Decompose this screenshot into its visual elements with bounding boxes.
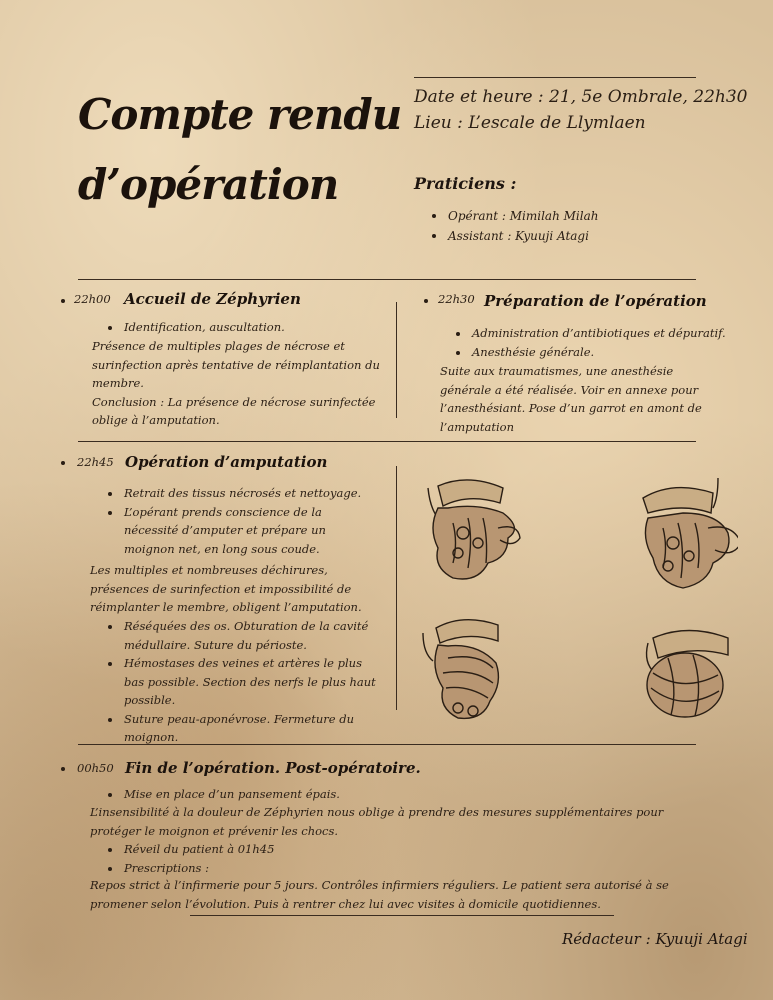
amputation-items-2 <box>124 617 379 747</box>
preparation-item: Administration d’antibiotiques et dépuratif. <box>472 324 732 343</box>
accueil-text <box>92 337 382 430</box>
fin-item: Réveil du patient à 01h45 <box>124 840 524 859</box>
header-top-rule <box>414 77 696 78</box>
page-title <box>78 80 401 220</box>
time-fin: 00h50 <box>77 761 114 775</box>
amputation-item: L’opérant prends conscience de la nécessité d’amputer et prépare un moignon net, en long sous coude. <box>124 503 379 559</box>
date-heure: Date et heure : 21, 5e Ombrale, 22h30 <box>414 87 748 107</box>
praticien-assistant: Assistant : Kyuuji Atagi <box>448 226 598 246</box>
accueil-para-2: Conclusion : La présence de nécrose surinfectée oblige à l’amputation. <box>92 394 376 427</box>
accueil-item: Identification, auscultation. <box>124 318 384 337</box>
time-accueil: 22h00 <box>74 292 111 306</box>
title-line-2: d’opération <box>78 160 339 209</box>
accueil-items <box>124 318 384 337</box>
stump-illustration-1 <box>428 480 520 579</box>
preparation-items <box>472 324 732 361</box>
section-bullet <box>61 767 65 771</box>
praticiens-label: Praticiens : <box>414 174 517 193</box>
fin-text-2: Repos strict à l’infirmerie pour 5 jours. Contrôles infirmiers réguliers. Le patient sera autorisé à se promener selon l’évolution. Puis à rentrer chez lui avec visites à domicile quotidiennes. <box>90 878 669 911</box>
heading-amputation: Opération d’amputation <box>125 453 328 471</box>
vertical-divider-1 <box>396 302 397 418</box>
heading-accueil: Accueil de Zéphyrien <box>124 290 301 308</box>
divider-4 <box>190 915 614 916</box>
section-bullet <box>424 299 428 303</box>
preparation-text: Suite aux traumatismes, une anesthésie générale a été réalisée. Voir en annexe pour l’anesthésiant. Pose d’un garrot en amont de l’amputation <box>440 364 702 434</box>
header-info <box>414 84 747 136</box>
amputation-item: Hémostases des veines et artères le plus bas possible. Section des nerfs le plus haut possible. <box>124 654 379 710</box>
fin-text-1: L’insensibilité à la douleur de Zéphyrien nous oblige à prendre des mesures supplémentaires pour protéger le moignon et prévenir les chocs. <box>90 805 664 838</box>
time-preparation: 22h30 <box>438 292 475 306</box>
amputation-item: Retrait des tissus nécrosés et nettoyage. <box>124 484 379 503</box>
accueil-para-1: Présence de multiples plages de nécrose et surinfection après tentative de réimplantation du membre. <box>92 339 380 390</box>
divider-1 <box>78 279 696 280</box>
section-bullet <box>61 461 65 465</box>
amputation-text: Les multiples et nombreuses déchirures, présences de surinfection et impossibilité de réimplanter le membre, obligent l’amputation. <box>90 563 362 614</box>
amputation-items-1 <box>124 484 379 558</box>
time-amputation: 22h45 <box>77 455 114 469</box>
fin-item: Mise en place d’un pansement épais. <box>124 785 524 804</box>
divider-2 <box>78 441 696 442</box>
heading-preparation: Préparation de l’opération <box>484 292 707 310</box>
fin-items-1 <box>124 785 524 804</box>
stump-illustration-4 <box>647 631 728 718</box>
praticien-operant: Opérant : Mimilah Milah <box>448 206 598 226</box>
amputation-item: Réséquées des os. Obturation de la cavité médullaire. Suture du périoste. <box>124 617 379 654</box>
fin-item: Prescriptions : <box>124 859 524 878</box>
divider-3 <box>78 744 696 745</box>
redacteur: Rédacteur : Kyuuji Atagi <box>562 930 748 948</box>
amputation-item: Suture peau-aponévrose. Fermeture du moignon. <box>124 710 379 747</box>
fin-items-2 <box>124 840 524 877</box>
heading-fin: Fin de l’opération. Post-opératoire. <box>125 759 421 777</box>
preparation-item: Anesthésie générale. <box>472 343 732 362</box>
vertical-divider-2 <box>396 466 397 710</box>
lieu: Lieu : L’escale de Llymlaen <box>414 113 646 133</box>
amputation-illustrations <box>408 468 738 730</box>
section-bullet <box>61 299 65 303</box>
title-line-1: Compte rendu <box>78 90 402 139</box>
stump-illustration-3 <box>423 620 498 719</box>
praticiens-list <box>448 206 598 246</box>
stump-illustration-2 <box>643 478 738 588</box>
